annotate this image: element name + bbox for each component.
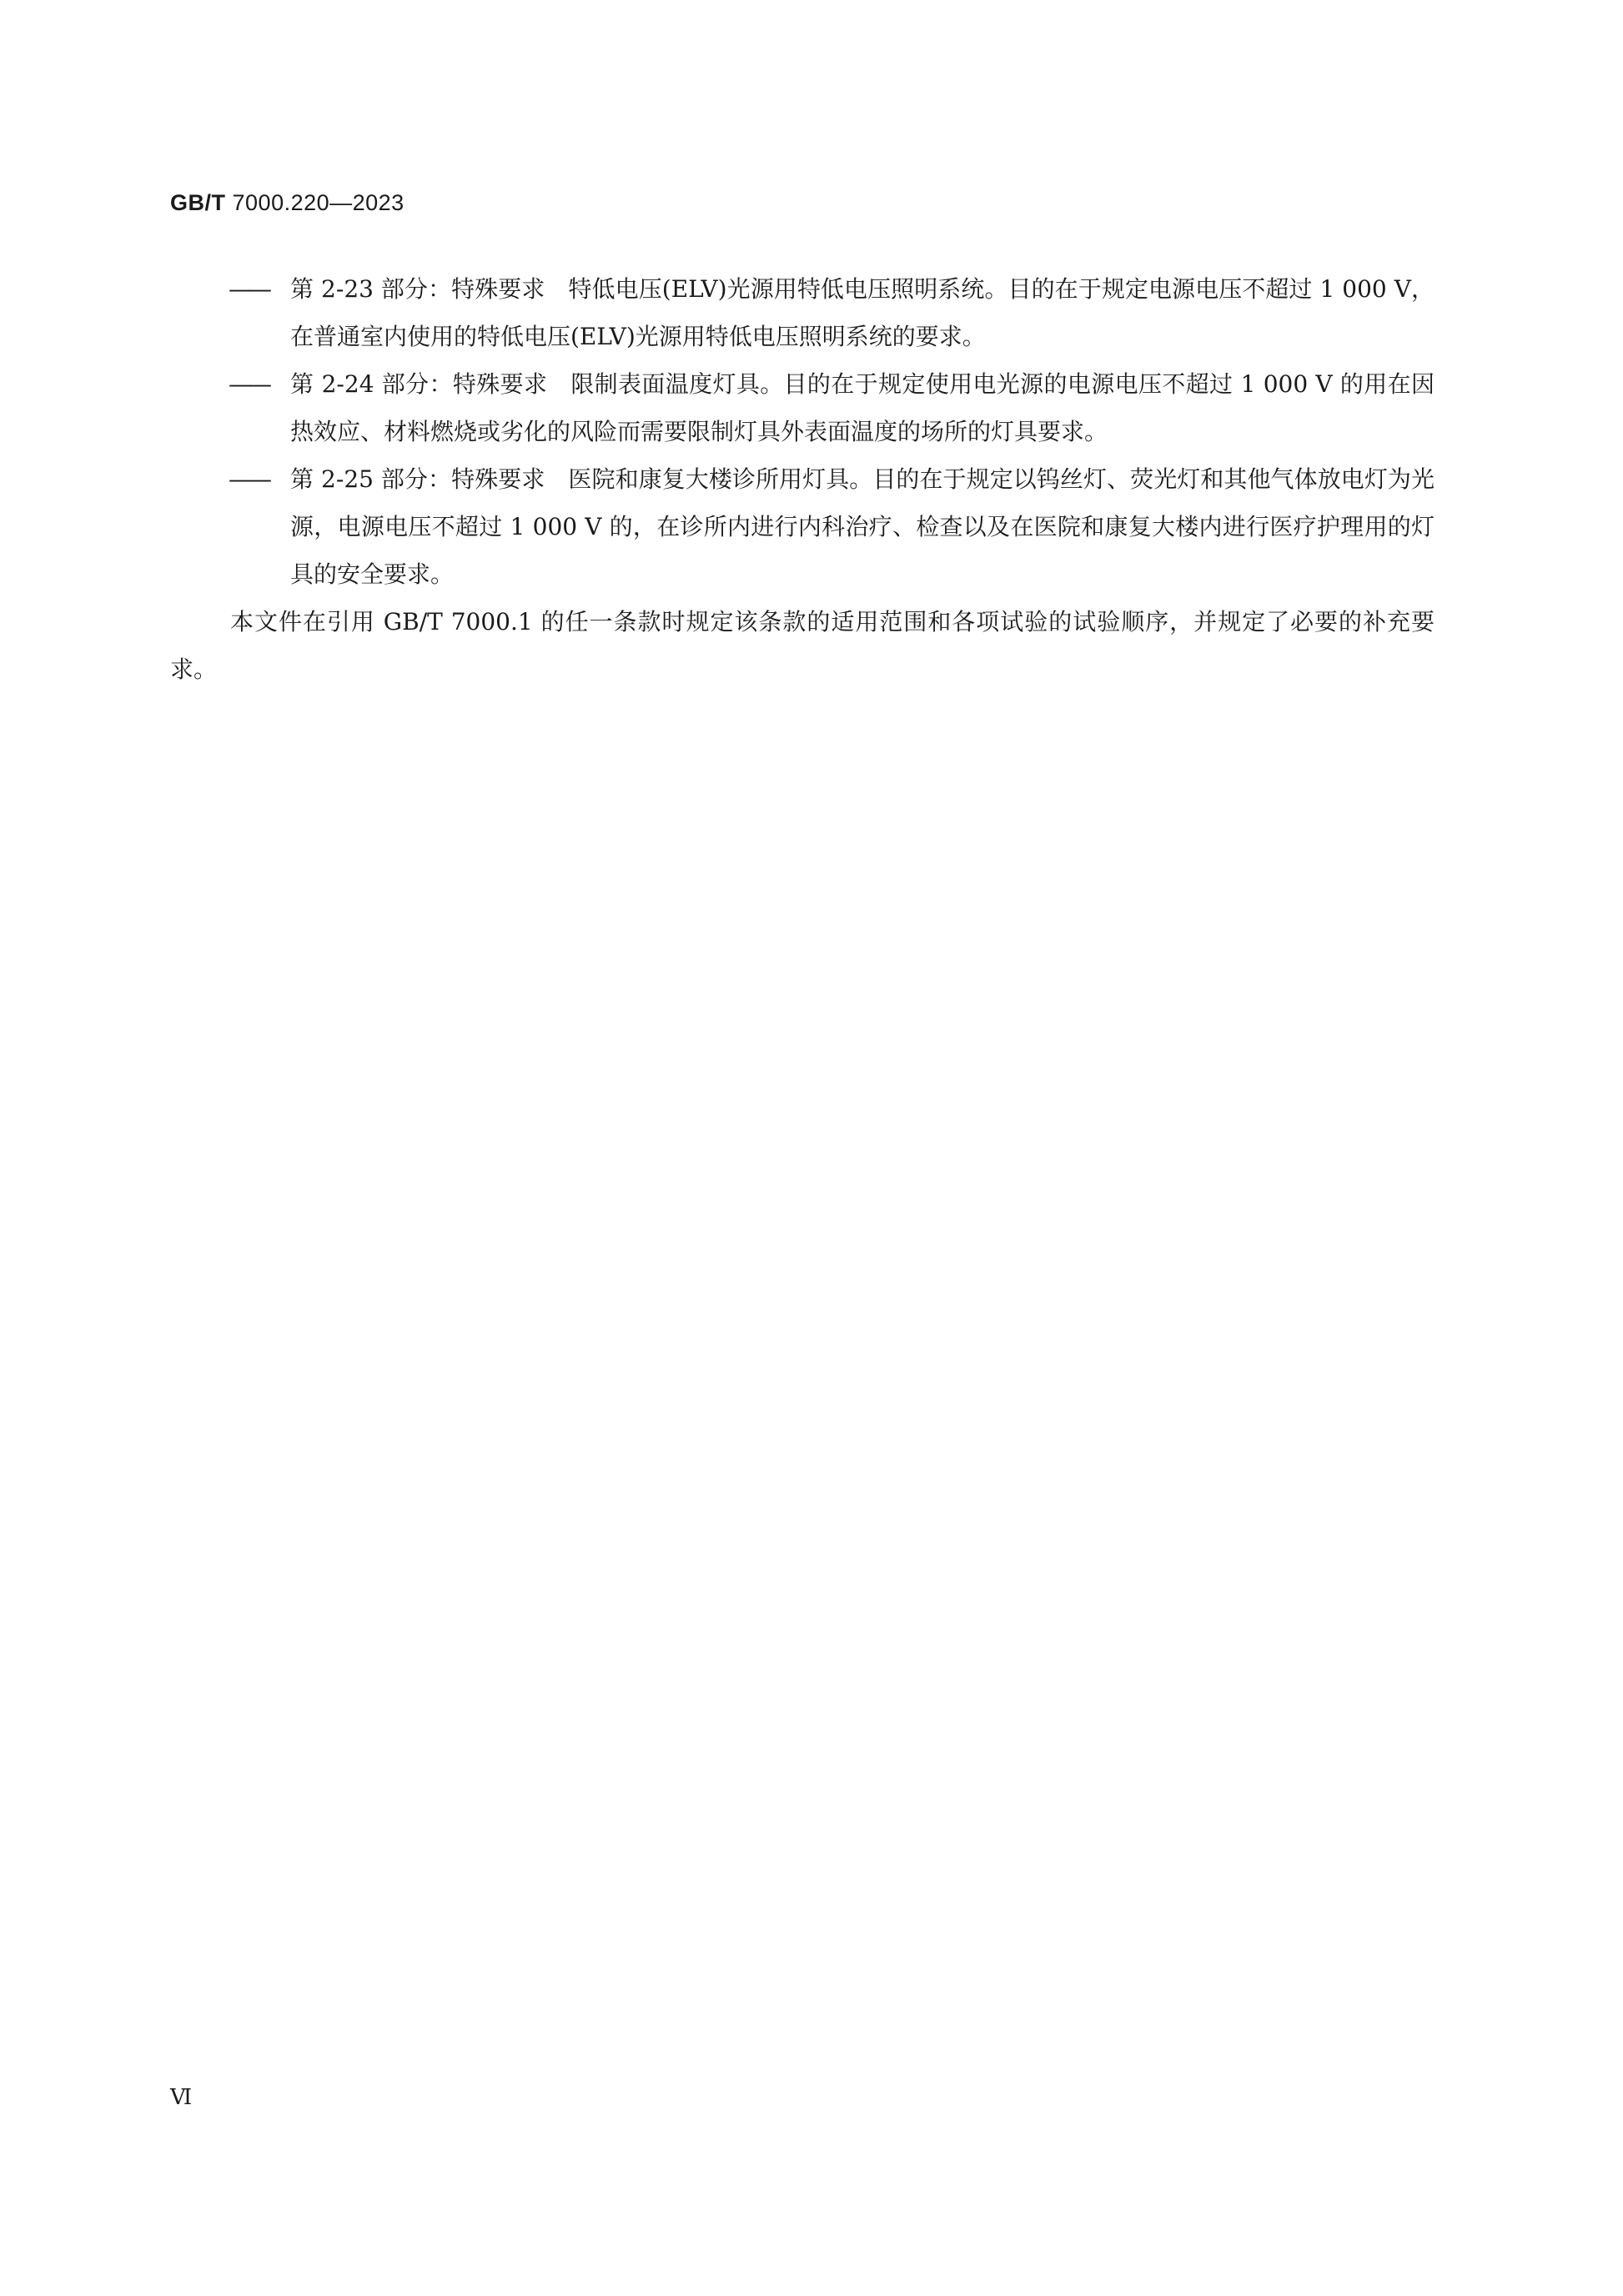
body-paragraph: 本文件在引用 GB/T 7000.1 的任一条款时规定该条款的适用范围和各项试验的试验顺序，并规定了必要的补充要求。 <box>170 608 1435 683</box>
part-label: 第 2-25 部分：特殊要求 <box>290 465 545 493</box>
em-dash: —— <box>229 465 269 493</box>
em-dash: —— <box>229 275 269 303</box>
part-label: 第 2-23 部分：特殊要求 <box>290 275 545 303</box>
list-item <box>170 455 1435 598</box>
part-description: 限制表面温度灯具。目的在于规定使用电光源的电源电压不超过 1 000 V 的用在因热效应、材料燃烧或劣化的风险而需要限制灯具外表面温度的场所的灯具要求。 <box>290 370 1435 445</box>
page-number: Ⅵ <box>170 2085 193 2110</box>
list-item <box>170 265 1435 360</box>
em-dash: —— <box>229 370 269 398</box>
part-description: 特低电压(ELV)光源用特低电压照明系统。目的在于规定电源电压不超过 1 000 V，在普通室内使用的特低电压(ELV)光源用特低电压照明系统的要求。 <box>290 275 1435 350</box>
standard-code: GB/T <box>170 190 226 215</box>
list-item <box>170 360 1435 455</box>
part-label: 第 2-24 部分：特殊要求 <box>290 370 548 398</box>
part-description: 医院和康复大楼诊所用灯具。目的在于规定以钨丝灯、荧光灯和其他气体放电灯为光源，电源电压不超过 1 000 V 的，在诊所内进行内科治疗、检查以及在医院和康复大楼内进行医疗护理用的灯具的安全要求。 <box>290 465 1435 588</box>
document-body <box>170 265 1435 693</box>
standard-number: 7000.220—2023 <box>232 190 404 215</box>
document-number <box>170 190 404 216</box>
